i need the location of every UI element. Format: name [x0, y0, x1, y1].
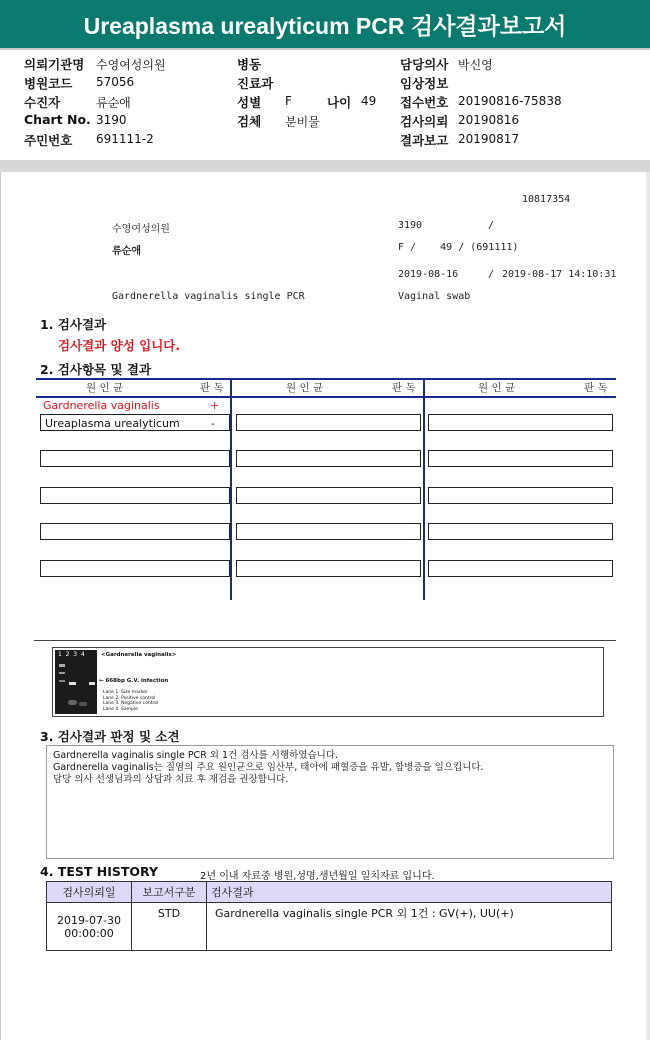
result-name-1: Gardnerella vaginalis — [43, 399, 160, 412]
gel-legend-item: Lane 4. Sample — [103, 706, 138, 712]
history-date-cell — [47, 903, 132, 951]
history-col-date: 검사의뢰일 — [47, 882, 132, 903]
result-name-2: Ureaplasma urealyticum — [45, 417, 180, 430]
label-age: 나이 — [327, 95, 352, 110]
gel-legend — [103, 690, 158, 712]
gel-caption: <Gardnerella vaginalis> — [101, 652, 177, 658]
report-date-request: 2019-08-16 — [398, 269, 459, 280]
header-info — [24, 55, 624, 155]
history-time: 00:00:00 — [64, 926, 114, 940]
opinion-box — [46, 745, 614, 859]
result-row-1 — [40, 397, 230, 414]
report-title: Ureaplasma urealyticum PCR 검사결과보고서 — [0, 0, 650, 50]
doc-number: 10817354 — [522, 194, 571, 205]
empty-cell — [40, 487, 230, 504]
header-row-specimen — [237, 112, 407, 131]
value-age: 49 — [361, 94, 377, 108]
gel-band — [59, 664, 65, 667]
section4-note: 2년 이내 자료중 병원,성명,생년월일 일치자료 입니다. — [200, 871, 435, 882]
header-col-1 — [24, 55, 244, 150]
empty-cell — [428, 414, 613, 431]
opinion-line: 담당 의사 선생님과의 상담과 치료 후 재검을 권장합니다. — [53, 774, 289, 785]
label-clinic: 의뢰기관명 — [24, 57, 85, 72]
label-patient: 수진자 — [24, 95, 61, 110]
empty-cell — [40, 523, 230, 540]
col-judgment-1: 판 독 — [200, 382, 224, 394]
report-patient: 류순애 — [112, 246, 141, 257]
header-col-3 — [400, 55, 624, 150]
gel-legend-item: Lane 3. Negative control — [103, 701, 159, 706]
label-hospital-code: 병원코드 — [24, 76, 73, 91]
separator-band — [0, 160, 650, 172]
history-type: STD — [132, 903, 207, 951]
empty-cell — [428, 523, 613, 540]
label-department: 진료과 — [237, 76, 274, 91]
report-sex-age: F / 49 / (691111) — [398, 242, 519, 253]
gel-band — [59, 680, 65, 682]
value-hospital-code: 57056 — [96, 75, 135, 89]
table-divider-1 — [230, 378, 232, 600]
gel-band — [89, 682, 95, 685]
header-row-department — [237, 74, 407, 93]
report-chart-slash: / — [488, 220, 495, 231]
col-judgment-2: 판 독 — [392, 382, 416, 394]
gel-band — [59, 672, 65, 674]
empty-cell — [236, 414, 421, 431]
value-chart: 3190 — [96, 113, 127, 127]
header-row-ward — [237, 55, 407, 74]
empty-cell — [428, 450, 613, 467]
col-pathogen-2: 원 인 균 — [286, 382, 324, 394]
gel-legend-item: Lane 1. Size marker — [103, 690, 148, 695]
value-id: 691111-2 — [96, 132, 154, 146]
label-report-date: 결과보고 — [400, 133, 449, 148]
label-chart: Chart No. — [24, 112, 91, 127]
header-row-request — [400, 112, 624, 131]
history-date: 2019-07-30 — [57, 913, 121, 927]
empty-cell — [236, 450, 421, 467]
value-specimen: 분비물 — [285, 115, 320, 129]
report-date-sep: / — [488, 269, 495, 280]
header-row-id — [24, 131, 244, 150]
label-request: 검사의뢰 — [400, 114, 449, 129]
result-value-1: + — [210, 399, 220, 412]
empty-cell — [428, 487, 613, 504]
section4-title: 4. TEST HISTORY — [40, 864, 159, 879]
value-request: 20190816 — [458, 113, 520, 127]
label-specimen: 검체 — [237, 114, 262, 129]
report-clinic: 수영여성의원 — [112, 224, 170, 235]
empty-cell — [236, 560, 421, 577]
report-specimen: Vaginal swab — [398, 291, 471, 302]
gel-figure — [52, 647, 604, 717]
header-row-clinic — [24, 55, 244, 74]
history-result: Gardnerella vaginalis single PCR 외 1건 : GV(+), UU(+) — [207, 903, 612, 951]
gel-image — [55, 650, 97, 714]
opinion-line: Gardnerella vaginalis single PCR 외 1건 검사를 시행하였습니다. — [53, 750, 339, 761]
report-date-report: 2019-08-17 14:10:31 — [502, 269, 617, 280]
value-receipt: 20190816-75838 — [458, 94, 562, 108]
section2-title: 2. 검사항목 및 결과 — [40, 362, 152, 377]
history-col-result: 검사결과 — [207, 882, 612, 903]
value-sex: F — [285, 94, 292, 108]
table-divider-2 — [423, 378, 425, 600]
report-chart: 3190 — [398, 220, 423, 231]
value-clinic: 수영여성의원 — [96, 58, 166, 72]
history-table — [46, 881, 612, 951]
history-col-type: 보고서구분 — [132, 882, 207, 903]
paper-edge-left — [0, 172, 1, 1040]
label-doctor: 담당의사 — [400, 57, 449, 72]
col-judgment-3: 판 독 — [584, 382, 608, 394]
label-clinical-info: 임상정보 — [400, 76, 449, 91]
section1-title: 1. 검사결과 — [40, 317, 107, 332]
label-sex: 성별 — [237, 95, 262, 110]
label-receipt: 접수번호 — [400, 95, 449, 110]
header-row-receipt — [400, 93, 624, 112]
header-row-patient — [24, 93, 244, 112]
paper-edge-right — [646, 172, 650, 1040]
header-row-clinical-info — [400, 74, 624, 93]
header-row-report-date — [400, 131, 624, 150]
empty-cell — [40, 560, 230, 577]
label-id: 주민번호 — [24, 133, 73, 148]
gel-band-label: ← 668bp G.V. infection — [99, 678, 169, 684]
history-row — [47, 903, 612, 951]
header-row-doctor — [400, 55, 624, 74]
history-header-row — [47, 882, 612, 903]
result-value-2: - — [211, 417, 215, 430]
value-doctor: 박신영 — [458, 58, 493, 72]
result-table-header — [36, 378, 616, 398]
header-col-2 — [237, 55, 407, 131]
header-row-sex — [237, 93, 407, 112]
gel-lane-numbers: 1 2 3 4 — [58, 651, 85, 658]
value-report-date: 20190817 — [458, 132, 520, 146]
report-test-name: Gardnerella vaginalis single PCR — [112, 291, 305, 302]
header-row-hospital-code — [24, 74, 244, 93]
header-row-chart — [24, 112, 244, 131]
gel-band — [69, 682, 76, 685]
gel-band — [68, 700, 77, 705]
divider-line — [34, 640, 616, 641]
opinion-line: Gardnerella vaginalis는 질염의 주요 원인균으로 임산부, 태아에 패혈증을 유발, 합병증을 일으킵니다. — [53, 762, 484, 773]
label-ward: 병동 — [237, 57, 262, 72]
section1-result: 검사결과 양성 입니다. — [58, 338, 181, 353]
section3-title: 3. 검사결과 판정 및 소견 — [40, 729, 180, 744]
gel-band — [79, 702, 87, 706]
empty-cell — [236, 487, 421, 504]
empty-cell — [428, 560, 613, 577]
col-pathogen-3: 원 인 균 — [478, 382, 516, 394]
empty-cell — [40, 450, 230, 467]
empty-cell — [236, 523, 421, 540]
gel-legend-item: Lane 2. Positive control — [103, 695, 156, 701]
value-patient: 류순애 — [96, 96, 131, 110]
col-pathogen-1: 원 인 균 — [86, 382, 124, 394]
result-row-2 — [40, 414, 230, 431]
